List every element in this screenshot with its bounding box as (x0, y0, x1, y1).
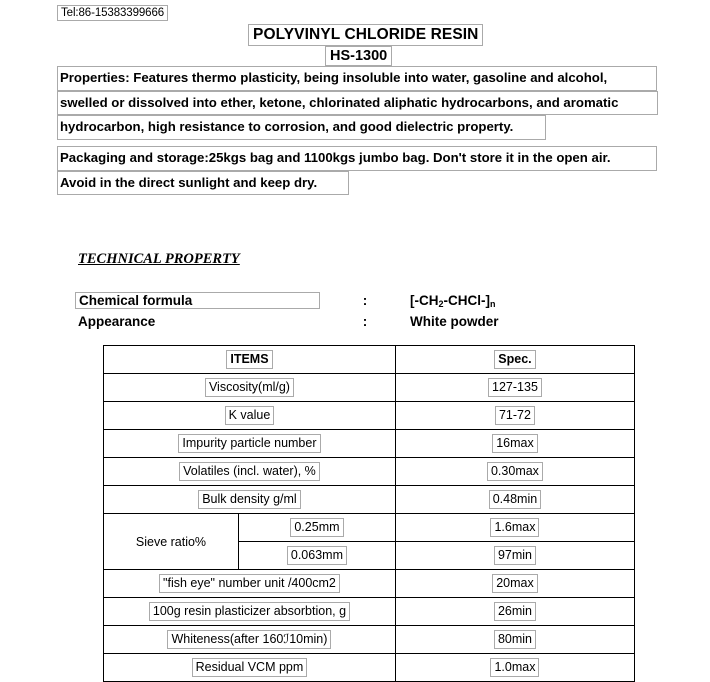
table-header-row (104, 346, 635, 374)
table-row (104, 374, 635, 402)
formula-sub-1: 2 (438, 299, 444, 309)
spec-value: 1.0max (490, 658, 539, 677)
sieve-sub-label: 0.063mm (287, 546, 347, 565)
spec-value: 0.48min (489, 490, 541, 509)
document-subtitle: HS-1300 (325, 46, 392, 66)
table-body (104, 374, 635, 682)
table-cell-spec (395, 430, 634, 458)
chemical-formula-colon: : (362, 293, 368, 308)
table-row-sieve-1 (104, 514, 635, 542)
table-cell-spec (395, 626, 634, 654)
table-cell-spec (395, 486, 634, 514)
table-row (104, 458, 635, 486)
formula-part-2: -CHCl-] (443, 293, 491, 308)
item-label: Sieve ratio% (135, 534, 207, 549)
item-label: 100g resin plasticizer absorbtion, g (149, 602, 350, 621)
formula-part-1: [-CH (410, 293, 439, 308)
item-label: Residual VCM ppm (192, 658, 308, 677)
technical-property-table (103, 345, 635, 682)
table-cell-spec (395, 514, 634, 542)
table-cell-spec (395, 458, 634, 486)
chemical-formula-row (75, 292, 496, 309)
spec-value: 80min (494, 630, 536, 649)
table-row (104, 486, 635, 514)
table-row (104, 430, 635, 458)
table-row (104, 402, 635, 430)
contact-phone: Tel:86-15383399666 (57, 5, 168, 21)
appearance-colon: : (362, 314, 368, 329)
spec-value: 26min (494, 602, 536, 621)
document-title: POLYVINYL CHLORIDE RESIN (248, 24, 483, 46)
table-cell-spec (395, 374, 634, 402)
table-cell-item (104, 626, 396, 654)
table-cell-spec (395, 402, 634, 430)
item-label: Whiteness(after 160ℐ10min) (167, 630, 331, 649)
spec-value: 0.30max (487, 462, 543, 481)
appearance-row (75, 314, 499, 329)
table-cell-spec (395, 654, 634, 682)
table-header-spec (395, 346, 634, 374)
properties-line-2: swelled or dissolved into ether, ketone, chlorinated aliphatic hydrocarbons, and aromatic (57, 91, 658, 116)
table-cell-item (104, 570, 396, 598)
formula-sub-2: n (490, 299, 496, 309)
table-header-items (104, 346, 396, 374)
spec-value: 20max (492, 574, 538, 593)
packaging-line-2: Avoid in the direct sunlight and keep dry. (57, 171, 349, 196)
sieve-sub-label: 0.25mm (290, 518, 343, 537)
table-cell-spec (395, 570, 634, 598)
packaging-line-1: Packaging and storage:25kgs bag and 1100kgs jumbo bag. Don't store it in the open air. (57, 146, 657, 171)
table-cell-item (104, 654, 396, 682)
item-label: Bulk density g/ml (198, 490, 300, 509)
table-cell-spec (395, 542, 634, 570)
chemical-formula-value (410, 293, 496, 309)
table-row (104, 598, 635, 626)
packaging-paragraph (57, 146, 657, 195)
table-cell-item (104, 430, 396, 458)
table-cell-sieve-sub (238, 514, 395, 542)
appearance-label: Appearance (78, 314, 156, 329)
table-header-spec-label: Spec. (494, 350, 535, 369)
table-cell-item (104, 458, 396, 486)
table-cell-item (104, 486, 396, 514)
spec-value: 1.6max (490, 518, 539, 537)
item-label: K value (225, 406, 275, 425)
table-row (104, 654, 635, 682)
properties-paragraph (57, 66, 657, 140)
table-cell-item (104, 598, 396, 626)
table-cell-spec (395, 598, 634, 626)
table-cell-sieve-label (104, 514, 239, 570)
technical-property-heading: TECHNICAL PROPERTY (78, 251, 240, 267)
item-label: Volatiles (incl. water), % (179, 462, 320, 481)
item-label: "fish eye" number unit /400cm2 (159, 574, 340, 593)
properties-line-3: hydrocarbon, high resistance to corrosion, and good dielectric property. (57, 115, 546, 140)
spec-value: 127-135 (488, 378, 542, 397)
table-cell-item (104, 402, 396, 430)
table-row (104, 626, 635, 654)
table-row (104, 570, 635, 598)
spec-value: 71-72 (495, 406, 535, 425)
appearance-value: White powder (410, 314, 499, 329)
table-header-items-label: ITEMS (226, 350, 272, 369)
chemical-formula-label: Chemical formula (75, 292, 320, 309)
properties-line-1: Properties: Features thermo plasticity, being insoluble into water, gasoline and alcohol, (57, 66, 657, 91)
spec-value: 97min (494, 546, 536, 565)
table-cell-sieve-sub (238, 542, 395, 570)
item-label: Impurity particle number (178, 434, 320, 453)
item-label: Viscosity(ml/g) (205, 378, 294, 397)
spec-value: 16max (492, 434, 538, 453)
table-cell-item (104, 374, 396, 402)
